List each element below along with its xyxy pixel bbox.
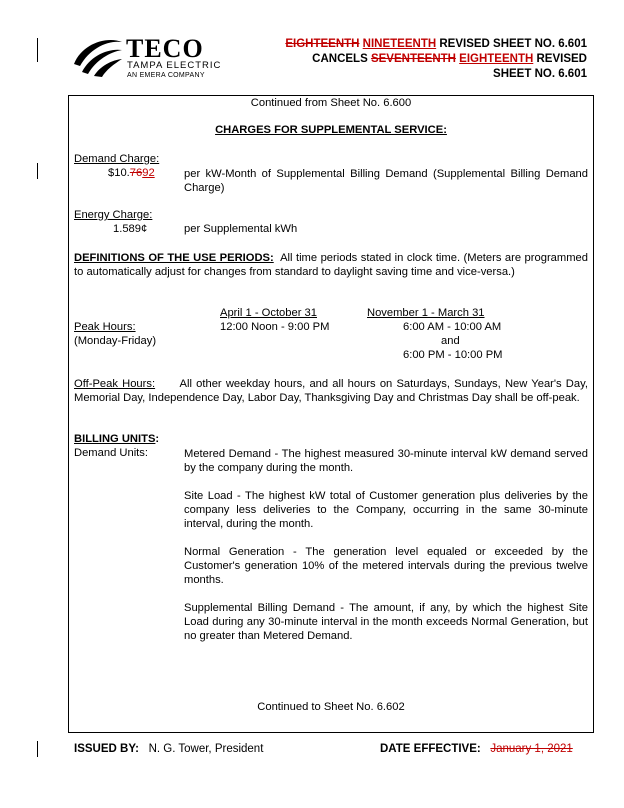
section-title: CHARGES FOR SUPPLEMENTAL SERVICE: — [215, 124, 447, 136]
continued-to: Continued to Sheet No. 6.602 — [257, 701, 405, 713]
revision-bar — [37, 163, 38, 179]
revision-bar — [37, 38, 38, 62]
company-logo — [72, 34, 252, 84]
peak-hours-label: Peak Hours: — [74, 321, 136, 333]
period-summer-heading: April 1 - October 31 — [220, 307, 318, 319]
demand-charge-label: Demand Charge: — [74, 153, 160, 165]
logo-subtitle: TAMPA ELECTRIC — [127, 60, 222, 71]
continued-from: Continued from Sheet No. 6.600 — [250, 97, 412, 109]
demand-charge-desc: per kW-Month of Supplemental Billing Demand (Supplemental Billing Demand Charge) — [184, 168, 588, 194]
offpeak-paragraph: Off-Peak Hours: All other weekday hours, and all hours on Saturdays, Sundays, New Year's Day, Memorial Day, Independence Day, Labor Day, Thanksgiving Day and Christmas Day shall be off-peak. — [74, 378, 588, 404]
sheet-header-line1: EIGHTEENTH NINETEENTH REVISED SHEET NO. 6.601 — [285, 38, 587, 50]
revision-bar — [37, 741, 38, 757]
logo-wordmark: TECO — [126, 34, 204, 63]
sheet-header-line2: CANCELS SEVENTEENTH EIGHTEENTH REVISED — [312, 53, 587, 65]
definitions-paragraph: DEFINITIONS OF THE USE PERIODS: All time periods stated in clock time. (Meters are programmed to automatically adjust for changes from standard to daylight saving time and vice-versa.) — [74, 252, 588, 278]
energy-charge-desc: per Supplemental kWh — [184, 223, 298, 235]
peak-hours-winter-am: 6:00 AM - 10:00 AM — [403, 321, 502, 333]
period-winter-heading: November 1 - March 31 — [367, 307, 485, 319]
demand-units-label: Demand Units: — [74, 447, 148, 459]
peak-hours-and: and — [441, 335, 460, 347]
peak-hours-summer: 12:00 Noon - 9:00 PM — [220, 321, 330, 333]
energy-charge-amount: 1.589¢ — [113, 223, 148, 235]
demand-charge-amount: $10.7692 — [108, 167, 155, 179]
peak-hours-days: (Monday-Friday) — [74, 335, 157, 347]
energy-charge-label: Energy Charge: — [74, 209, 153, 221]
unit-site-load: Site Load - The highest kW total of Customer generation plus deliveries by the company less deliveries to the Company, occurring in the same 30-minute interval, during the month. — [184, 490, 588, 530]
sheet-header-line3: SHEET NO. 6.601 — [493, 68, 587, 80]
peak-hours-winter-pm: 6:00 PM - 10:00 PM — [403, 349, 503, 361]
sheet-header — [285, 37, 587, 82]
unit-normal-generation: Normal Generation - The generation level equaled or exceeded by the Customer's generation 10% of the metered intervals during the previous twelve months. — [184, 546, 588, 586]
logo-tagline: AN EMERA COMPANY — [127, 72, 205, 79]
teco-swoosh-icon — [72, 34, 124, 78]
unit-metered-demand: Metered Demand - The highest measured 30-minute interval kW demand served by the company during the month. — [184, 448, 588, 474]
issued-by: ISSUED BY: N. G. Tower, President — [74, 743, 264, 755]
billing-units-heading: BILLING UNITS: — [74, 433, 160, 445]
unit-supplemental-billing-demand: Supplemental Billing Demand - The amount, if any, by which the highest Site Load during any 30-minute interval in the month exceeds Normal Generation, but no greater than Metered Demand. — [184, 602, 588, 642]
date-effective: DATE EFFECTIVE: January 1, 2021 — [380, 743, 573, 755]
